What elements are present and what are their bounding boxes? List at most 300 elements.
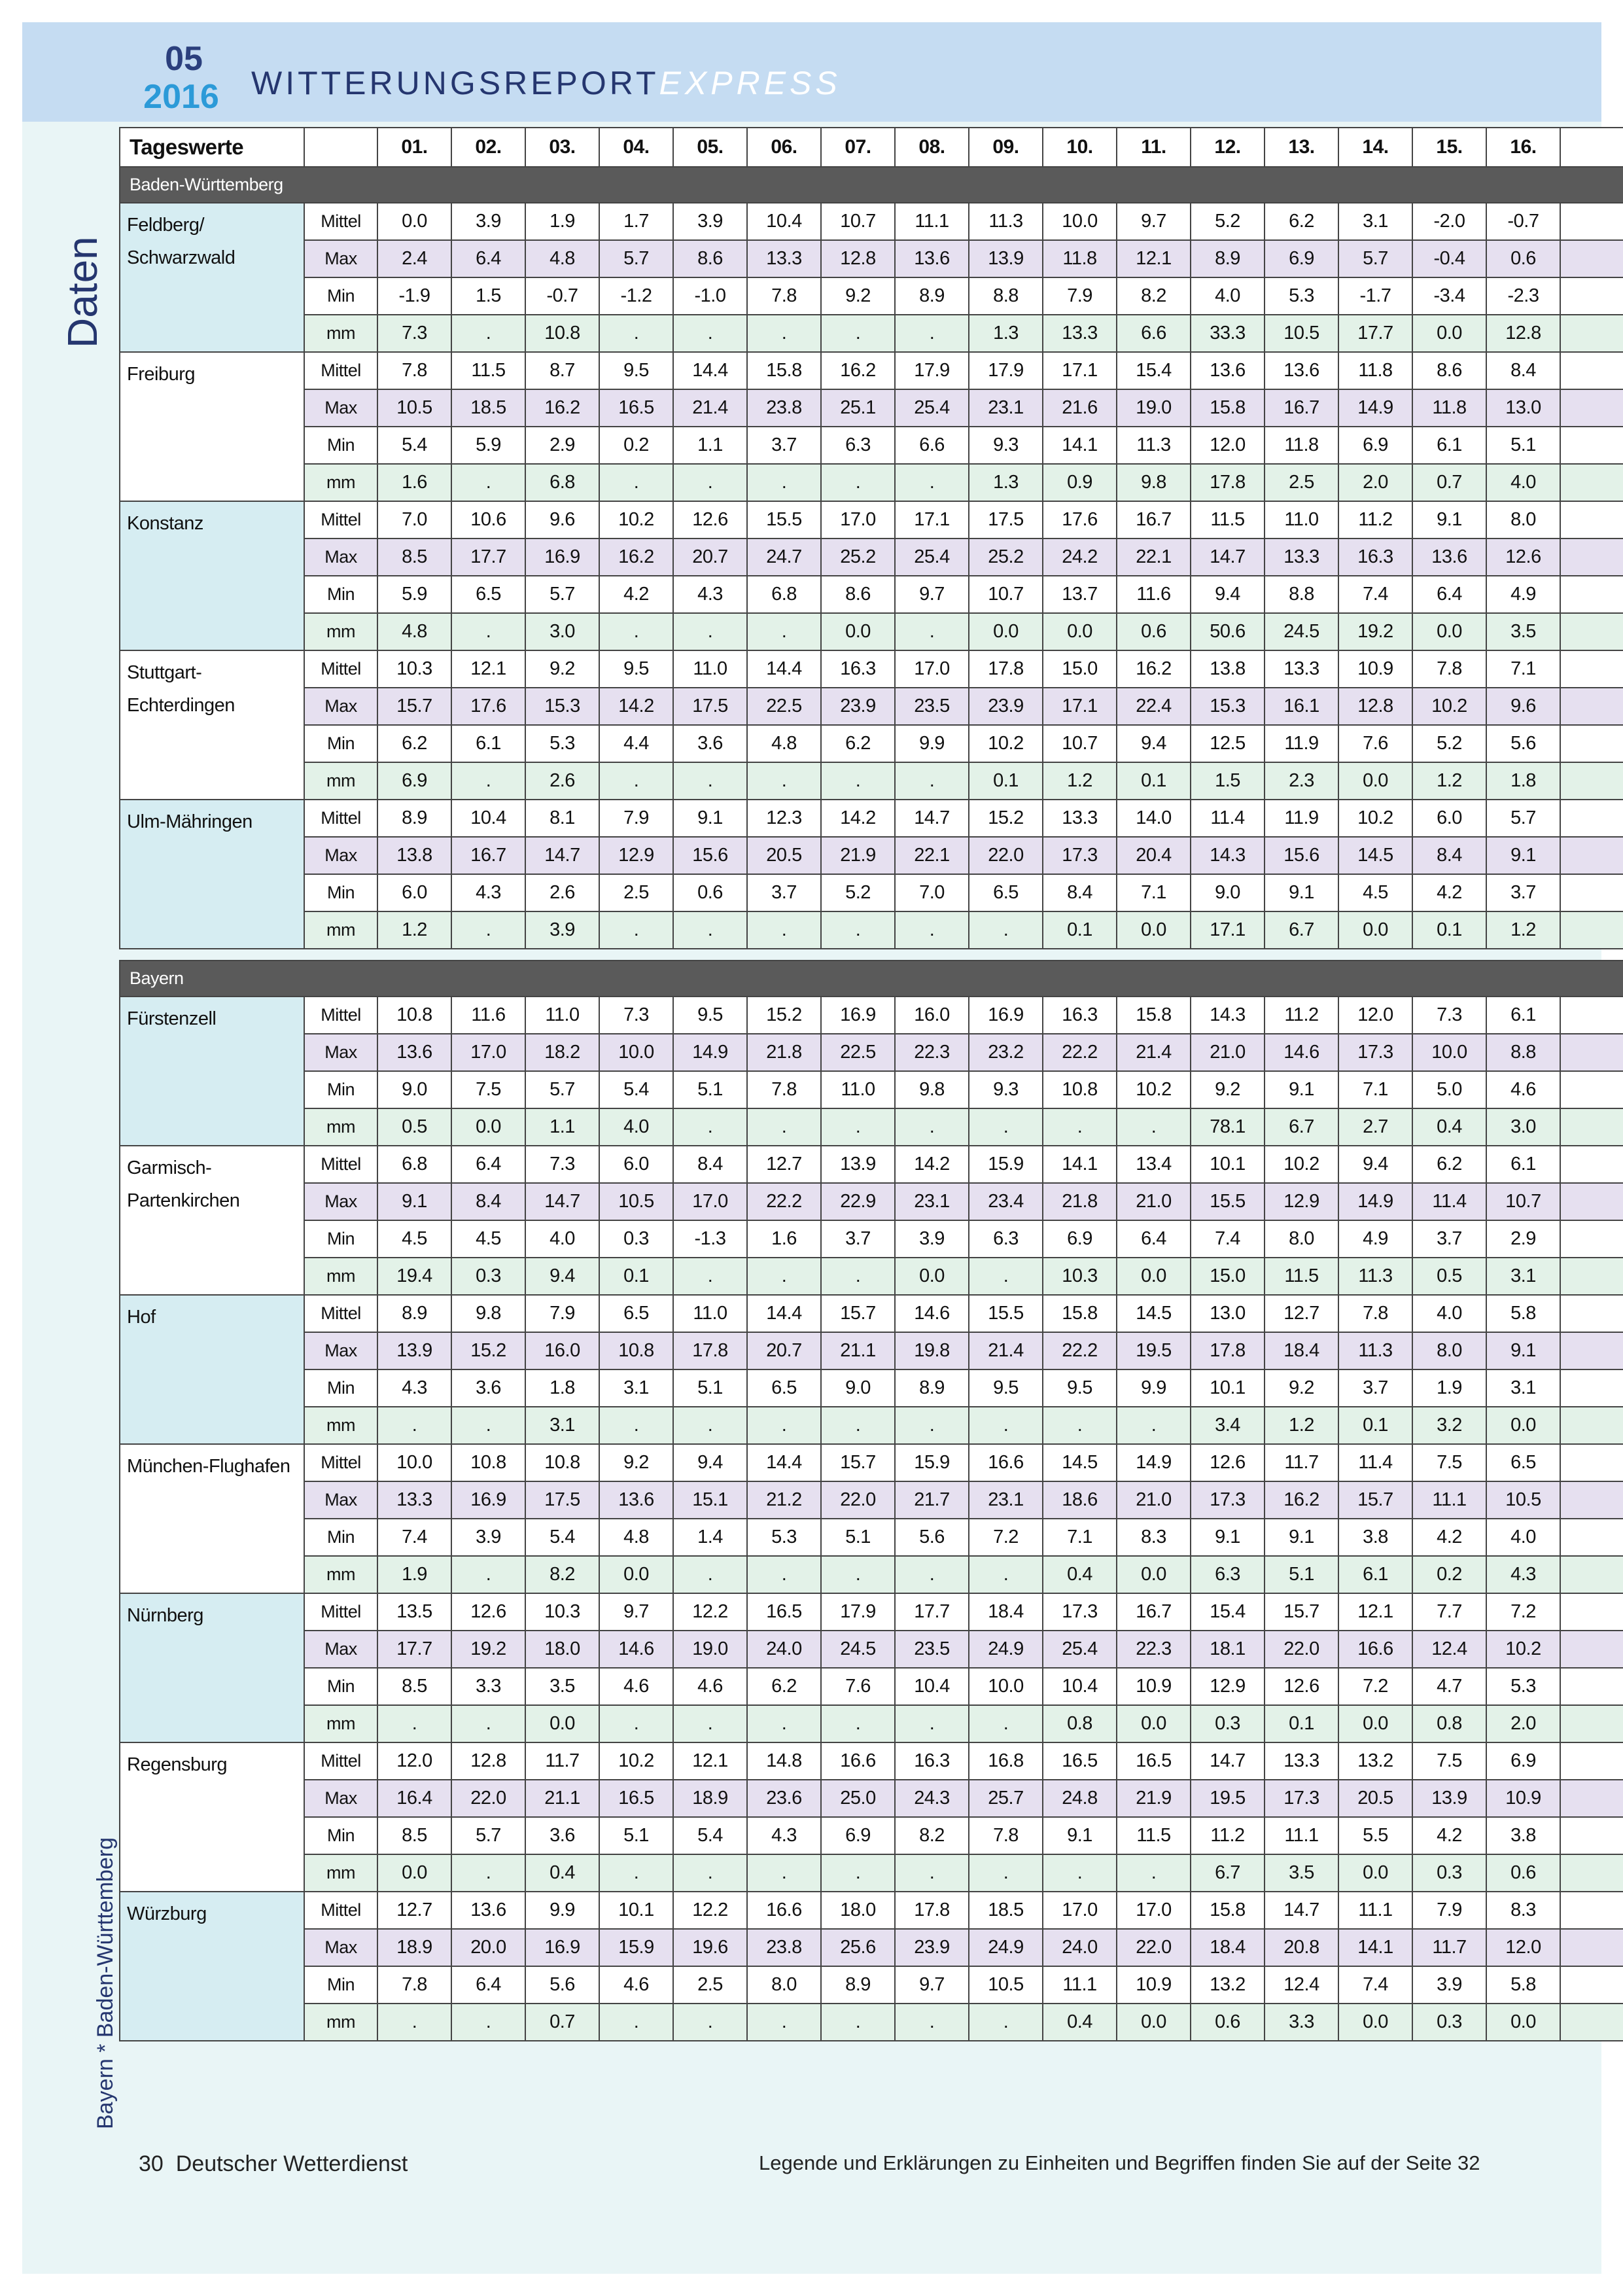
value-cell: 20.4 [1117, 837, 1191, 874]
value-cell: . [377, 1705, 451, 1742]
value-cell: 10.7 [1486, 1183, 1560, 1220]
value-cell: 8.9 [895, 277, 969, 315]
table-row [120, 240, 1623, 277]
station-name: Hof [120, 1295, 304, 1444]
value-cell: 22.2 [1043, 1034, 1117, 1071]
overflow-cell [1560, 1108, 1623, 1146]
value-cell: 3.6 [451, 1369, 525, 1407]
value-cell: 1.5 [451, 277, 525, 315]
value-cell: 12.9 [599, 837, 673, 874]
overflow-cell [1560, 800, 1623, 837]
value-cell: 8.8 [1265, 576, 1338, 613]
value-cell: 14.9 [1338, 389, 1412, 427]
value-cell: 16.0 [525, 1332, 599, 1369]
value-cell: 23.2 [969, 1034, 1043, 1071]
value-cell: . [673, 613, 747, 650]
value-cell: 17.7 [451, 539, 525, 576]
value-cell: 0.8 [1412, 1705, 1486, 1742]
value-cell: 18.4 [1265, 1332, 1338, 1369]
measure-label: mm [304, 1854, 377, 1892]
value-cell: 13.2 [1191, 1966, 1265, 2004]
value-cell: . [599, 1407, 673, 1444]
value-cell: 12.6 [451, 1593, 525, 1631]
value-cell: 4.8 [525, 240, 599, 277]
value-cell: 9.1 [1486, 1332, 1560, 1369]
value-cell: . [673, 1854, 747, 1892]
value-cell: 5.7 [1338, 240, 1412, 277]
value-cell: 10.0 [599, 1034, 673, 1071]
value-cell: 17.8 [1191, 1332, 1265, 1369]
value-cell: 4.2 [1412, 1519, 1486, 1556]
value-cell: 4.2 [1412, 874, 1486, 911]
value-cell: 6.3 [821, 427, 895, 464]
value-cell: 21.9 [1117, 1780, 1191, 1817]
value-cell: 7.9 [1412, 1892, 1486, 1929]
table-row [120, 277, 1623, 315]
day-header: 05. [673, 128, 747, 167]
value-cell: 14.9 [1117, 1444, 1191, 1481]
value-cell: 10.1 [1191, 1369, 1265, 1407]
value-cell: 7.1 [1117, 874, 1191, 911]
table-row [120, 1966, 1623, 2004]
value-cell: 2.6 [525, 874, 599, 911]
value-cell: 0.0 [1117, 1556, 1191, 1593]
value-cell: 17.3 [1338, 1034, 1412, 1071]
overflow-cell [1560, 1332, 1623, 1369]
value-cell: 0.4 [1043, 2004, 1117, 2041]
value-cell: 10.2 [599, 501, 673, 539]
value-cell: 10.2 [1117, 1071, 1191, 1108]
value-cell: 0.6 [673, 874, 747, 911]
value-cell: 6.7 [1265, 1108, 1338, 1146]
table-row [120, 1742, 1623, 1780]
value-cell: 7.5 [1412, 1742, 1486, 1780]
table-row [120, 1369, 1623, 1407]
value-cell: . [895, 1407, 969, 1444]
value-cell: 9.8 [1117, 464, 1191, 501]
value-cell: 8.4 [1412, 837, 1486, 874]
header-overflow [1560, 128, 1623, 167]
value-cell: . [895, 762, 969, 800]
value-cell: 17.9 [969, 352, 1043, 389]
value-cell: 12.7 [1265, 1295, 1338, 1332]
value-cell: 21.8 [747, 1034, 821, 1071]
value-cell: . [377, 2004, 451, 2041]
value-cell: 9.1 [673, 800, 747, 837]
value-cell: 0.0 [821, 613, 895, 650]
value-cell: 4.0 [1412, 1295, 1486, 1332]
value-cell: 3.0 [1486, 1108, 1560, 1146]
value-cell: 10.7 [969, 576, 1043, 613]
overflow-cell [1560, 1854, 1623, 1892]
issue-month: 05 [165, 40, 203, 78]
station-name: Konstanz [120, 501, 304, 650]
value-cell: 5.6 [1486, 725, 1560, 762]
value-cell: 9.0 [377, 1071, 451, 1108]
value-cell: 14.0 [1117, 800, 1191, 837]
value-cell: 3.8 [1338, 1519, 1412, 1556]
value-cell: 21.0 [1117, 1481, 1191, 1519]
value-cell: . [821, 1407, 895, 1444]
value-cell: 17.1 [895, 501, 969, 539]
value-cell: 11.3 [969, 203, 1043, 240]
value-cell: -0.4 [1412, 240, 1486, 277]
value-cell: 3.8 [1486, 1817, 1560, 1854]
value-cell: . [673, 1258, 747, 1295]
table-row [120, 1668, 1623, 1705]
value-cell: 25.6 [821, 1929, 895, 1966]
value-cell: 15.7 [821, 1295, 895, 1332]
value-cell: . [747, 2004, 821, 2041]
table-row [120, 1892, 1623, 1929]
value-cell: 25.0 [821, 1780, 895, 1817]
value-cell: 0.1 [1265, 1705, 1338, 1742]
value-cell: 16.3 [821, 650, 895, 688]
value-cell: -2.0 [1412, 203, 1486, 240]
value-cell: 12.6 [1486, 539, 1560, 576]
value-cell: 22.9 [821, 1183, 895, 1220]
value-cell: . [599, 1705, 673, 1742]
value-cell: 23.8 [747, 389, 821, 427]
value-cell: 14.4 [673, 352, 747, 389]
measure-label: Max [304, 1929, 377, 1966]
value-cell: 14.4 [747, 1295, 821, 1332]
value-cell: 12.9 [1191, 1668, 1265, 1705]
value-cell: 0.7 [1412, 464, 1486, 501]
value-cell: . [821, 1854, 895, 1892]
value-cell: 8.6 [1412, 352, 1486, 389]
value-cell: 21.0 [1191, 1034, 1265, 1071]
value-cell: 1.2 [1043, 762, 1117, 800]
value-cell: 11.5 [451, 352, 525, 389]
value-cell: 15.4 [1117, 352, 1191, 389]
value-cell: 17.0 [673, 1183, 747, 1220]
value-cell: 11.8 [1338, 352, 1412, 389]
value-cell: 5.3 [747, 1519, 821, 1556]
value-cell: 15.4 [1191, 1593, 1265, 1631]
value-cell: 6.4 [1117, 1220, 1191, 1258]
value-cell: 7.3 [377, 315, 451, 352]
value-cell: 16.5 [1117, 1742, 1191, 1780]
value-cell: 8.8 [969, 277, 1043, 315]
value-cell: 19.5 [1191, 1780, 1265, 1817]
value-cell: 16.0 [895, 997, 969, 1034]
value-cell: 7.8 [747, 1071, 821, 1108]
measure-label: mm [304, 1108, 377, 1146]
value-cell: 15.0 [1191, 1258, 1265, 1295]
overflow-cell [1560, 762, 1623, 800]
value-cell: 21.2 [747, 1481, 821, 1519]
value-cell: . [451, 1407, 525, 1444]
value-cell: 6.9 [1265, 240, 1338, 277]
value-cell: 15.9 [895, 1444, 969, 1481]
value-cell: 3.9 [451, 1519, 525, 1556]
value-cell: 3.5 [525, 1668, 599, 1705]
value-cell: . [747, 613, 821, 650]
value-cell: 12.0 [377, 1742, 451, 1780]
value-cell: 11.8 [1043, 240, 1117, 277]
value-cell: 9.9 [525, 1892, 599, 1929]
value-cell: 0.3 [1191, 1705, 1265, 1742]
value-cell: 1.6 [377, 464, 451, 501]
measure-label: mm [304, 762, 377, 800]
value-cell: 12.4 [1412, 1631, 1486, 1668]
value-cell: 5.7 [451, 1817, 525, 1854]
value-cell: 11.5 [1191, 501, 1265, 539]
value-cell: 14.2 [599, 688, 673, 725]
value-cell: 10.8 [1043, 1071, 1117, 1108]
value-cell: 17.8 [673, 1332, 747, 1369]
value-cell: . [673, 1407, 747, 1444]
value-cell: 11.7 [1265, 1444, 1338, 1481]
value-cell: 16.2 [1117, 650, 1191, 688]
value-cell: . [1043, 1108, 1117, 1146]
value-cell: 11.3 [1117, 427, 1191, 464]
value-cell: . [451, 2004, 525, 2041]
value-cell: 9.5 [599, 650, 673, 688]
value-cell: 10.2 [1412, 688, 1486, 725]
overflow-cell [1560, 1556, 1623, 1593]
measure-label: mm [304, 1705, 377, 1742]
value-cell: 0.0 [377, 1854, 451, 1892]
value-cell: 3.5 [1486, 613, 1560, 650]
region-spacer [120, 949, 1623, 961]
overflow-cell [1560, 725, 1623, 762]
value-cell: 6.5 [599, 1295, 673, 1332]
value-cell: 19.5 [1117, 1332, 1191, 1369]
value-cell: . [451, 464, 525, 501]
spacer-cell [120, 949, 1623, 961]
value-cell: 21.0 [1117, 1183, 1191, 1220]
value-cell: 8.0 [1412, 1332, 1486, 1369]
value-cell: . [1117, 1854, 1191, 1892]
table-row [120, 997, 1623, 1034]
value-cell: 2.4 [377, 240, 451, 277]
value-cell: 13.6 [377, 1034, 451, 1071]
overflow-cell [1560, 2004, 1623, 2041]
value-cell: 6.1 [1486, 1146, 1560, 1183]
value-cell: 21.7 [895, 1481, 969, 1519]
value-cell: 12.9 [1265, 1183, 1338, 1220]
value-cell: 16.7 [451, 837, 525, 874]
value-cell: 8.2 [895, 1817, 969, 1854]
value-cell: 3.6 [673, 725, 747, 762]
issue-year: 2016 [143, 78, 219, 116]
value-cell: 8.2 [1117, 277, 1191, 315]
value-cell: 20.8 [1265, 1929, 1338, 1966]
side-region-label: Bayern * Baden-Württemberg [93, 1837, 118, 2129]
value-cell: 8.3 [1486, 1892, 1560, 1929]
daily-values-table [119, 127, 1623, 2041]
value-cell: 24.8 [1043, 1780, 1117, 1817]
day-header: 04. [599, 128, 673, 167]
value-cell: 11.0 [673, 1295, 747, 1332]
value-cell: 16.1 [1265, 688, 1338, 725]
measure-label: Min [304, 427, 377, 464]
value-cell: 9.1 [1265, 1519, 1338, 1556]
value-cell: 22.0 [1117, 1929, 1191, 1966]
value-cell: 0.2 [1412, 1556, 1486, 1593]
value-cell: 0.0 [1338, 1705, 1412, 1742]
value-cell: 24.0 [747, 1631, 821, 1668]
value-cell: 7.2 [969, 1519, 1043, 1556]
day-header: 15. [1412, 128, 1486, 167]
value-cell: 15.6 [1265, 837, 1338, 874]
value-cell: 10.8 [377, 997, 451, 1034]
overflow-cell [1560, 1631, 1623, 1668]
value-cell: 8.4 [1486, 352, 1560, 389]
value-cell: 17.7 [377, 1631, 451, 1668]
value-cell: 0.0 [1117, 2004, 1191, 2041]
value-cell: 3.9 [451, 203, 525, 240]
value-cell: 0.9 [1043, 464, 1117, 501]
value-cell: 7.8 [969, 1817, 1043, 1854]
value-cell: 50.6 [1191, 613, 1265, 650]
value-cell: 9.6 [1486, 688, 1560, 725]
value-cell: 16.2 [1265, 1481, 1338, 1519]
value-cell: 4.3 [377, 1369, 451, 1407]
value-cell: 9.9 [1117, 1369, 1191, 1407]
measure-label: Mittel [304, 352, 377, 389]
value-cell: 5.7 [599, 240, 673, 277]
value-cell: . [673, 762, 747, 800]
value-cell: 8.9 [821, 1966, 895, 2004]
value-cell: 14.6 [895, 1295, 969, 1332]
measure-label: Min [304, 1668, 377, 1705]
value-cell: 5.1 [1265, 1556, 1338, 1593]
overflow-cell [1560, 1966, 1623, 2004]
value-cell: 15.0 [1043, 650, 1117, 688]
value-cell: 14.7 [525, 1183, 599, 1220]
value-cell: 13.7 [1043, 576, 1117, 613]
value-cell: 3.7 [1486, 874, 1560, 911]
value-cell: 21.6 [1043, 389, 1117, 427]
day-header: 11. [1117, 128, 1191, 167]
table-row [120, 1705, 1623, 1742]
value-cell: . [747, 315, 821, 352]
value-cell: . [673, 1556, 747, 1593]
value-cell: 15.2 [969, 800, 1043, 837]
value-cell: 17.3 [1265, 1780, 1338, 1817]
value-cell: 16.6 [1338, 1631, 1412, 1668]
value-cell: 2.0 [1338, 464, 1412, 501]
table-row [120, 1407, 1623, 1444]
value-cell: 7.2 [1338, 1668, 1412, 1705]
report-title-express: EXPRESS [659, 65, 841, 101]
value-cell: 24.7 [747, 539, 821, 576]
value-cell: 21.8 [1043, 1183, 1117, 1220]
value-cell: 7.8 [1412, 650, 1486, 688]
value-cell: 19.8 [895, 1332, 969, 1369]
value-cell: 0.0 [599, 1556, 673, 1593]
value-cell: . [895, 1556, 969, 1593]
overflow-cell [1560, 1295, 1623, 1332]
value-cell: 15.5 [969, 1295, 1043, 1332]
value-cell: 0.1 [599, 1258, 673, 1295]
value-cell: 6.1 [451, 725, 525, 762]
value-cell: 10.3 [525, 1593, 599, 1631]
value-cell: 22.0 [821, 1481, 895, 1519]
value-cell: 4.7 [1412, 1668, 1486, 1705]
station-name: Feldberg/ Schwarzwald [120, 203, 304, 352]
overflow-cell [1560, 1742, 1623, 1780]
value-cell: 7.1 [1486, 650, 1560, 688]
value-cell: 6.6 [1117, 315, 1191, 352]
value-cell: 7.3 [599, 997, 673, 1034]
value-cell: 16.3 [1043, 997, 1117, 1034]
value-cell: 17.5 [525, 1481, 599, 1519]
value-cell: . [673, 1108, 747, 1146]
value-cell: . [969, 1705, 1043, 1742]
day-header: 08. [895, 128, 969, 167]
station-name: Freiburg [120, 352, 304, 501]
measure-label: Mittel [304, 997, 377, 1034]
value-cell: 5.2 [821, 874, 895, 911]
value-cell: 25.7 [969, 1780, 1043, 1817]
value-cell: 19.6 [673, 1929, 747, 1966]
station-name: Ulm-Mähringen [120, 800, 304, 949]
value-cell: 12.0 [1191, 427, 1265, 464]
value-cell: 13.0 [1191, 1295, 1265, 1332]
value-cell: 1.8 [525, 1369, 599, 1407]
measure-label: Min [304, 874, 377, 911]
value-cell: 16.5 [747, 1593, 821, 1631]
value-cell: 5.4 [525, 1519, 599, 1556]
overflow-cell [1560, 1369, 1623, 1407]
value-cell: 0.1 [969, 762, 1043, 800]
value-cell: 15.7 [1338, 1481, 1412, 1519]
measure-label: mm [304, 2004, 377, 2041]
value-cell: 14.5 [1117, 1295, 1191, 1332]
value-cell: 13.3 [1043, 800, 1117, 837]
value-cell: 17.1 [1043, 688, 1117, 725]
measure-label: Min [304, 1817, 377, 1854]
value-cell: -1.2 [599, 277, 673, 315]
value-cell: . [969, 1258, 1043, 1295]
value-cell: 0.0 [1486, 2004, 1560, 2041]
value-cell: 9.5 [599, 352, 673, 389]
value-cell: 23.9 [969, 688, 1043, 725]
table-row [120, 874, 1623, 911]
measure-label: mm [304, 1258, 377, 1295]
table-row [120, 837, 1623, 874]
value-cell: 9.5 [969, 1369, 1043, 1407]
overflow-cell [1560, 1220, 1623, 1258]
value-cell: 8.2 [525, 1556, 599, 1593]
value-cell: 15.5 [1191, 1183, 1265, 1220]
value-cell: 17.5 [969, 501, 1043, 539]
day-header: 07. [821, 128, 895, 167]
value-cell: . [895, 2004, 969, 2041]
value-cell: 15.8 [1191, 389, 1265, 427]
overflow-cell [1560, 1258, 1623, 1295]
measure-label: Mittel [304, 650, 377, 688]
value-cell: 7.4 [377, 1519, 451, 1556]
value-cell: 8.4 [1043, 874, 1117, 911]
value-cell: 13.0 [1486, 389, 1560, 427]
value-cell: 16.3 [895, 1742, 969, 1780]
value-cell: 3.1 [599, 1369, 673, 1407]
value-cell: 16.8 [969, 1742, 1043, 1780]
table-row [120, 1332, 1623, 1369]
value-cell: 3.1 [1486, 1369, 1560, 1407]
day-header: 10. [1043, 128, 1117, 167]
value-cell: 7.9 [1043, 277, 1117, 315]
value-cell: 12.7 [377, 1892, 451, 1929]
value-cell: 1.7 [599, 203, 673, 240]
value-cell: 11.0 [525, 997, 599, 1034]
value-cell: -3.4 [1412, 277, 1486, 315]
